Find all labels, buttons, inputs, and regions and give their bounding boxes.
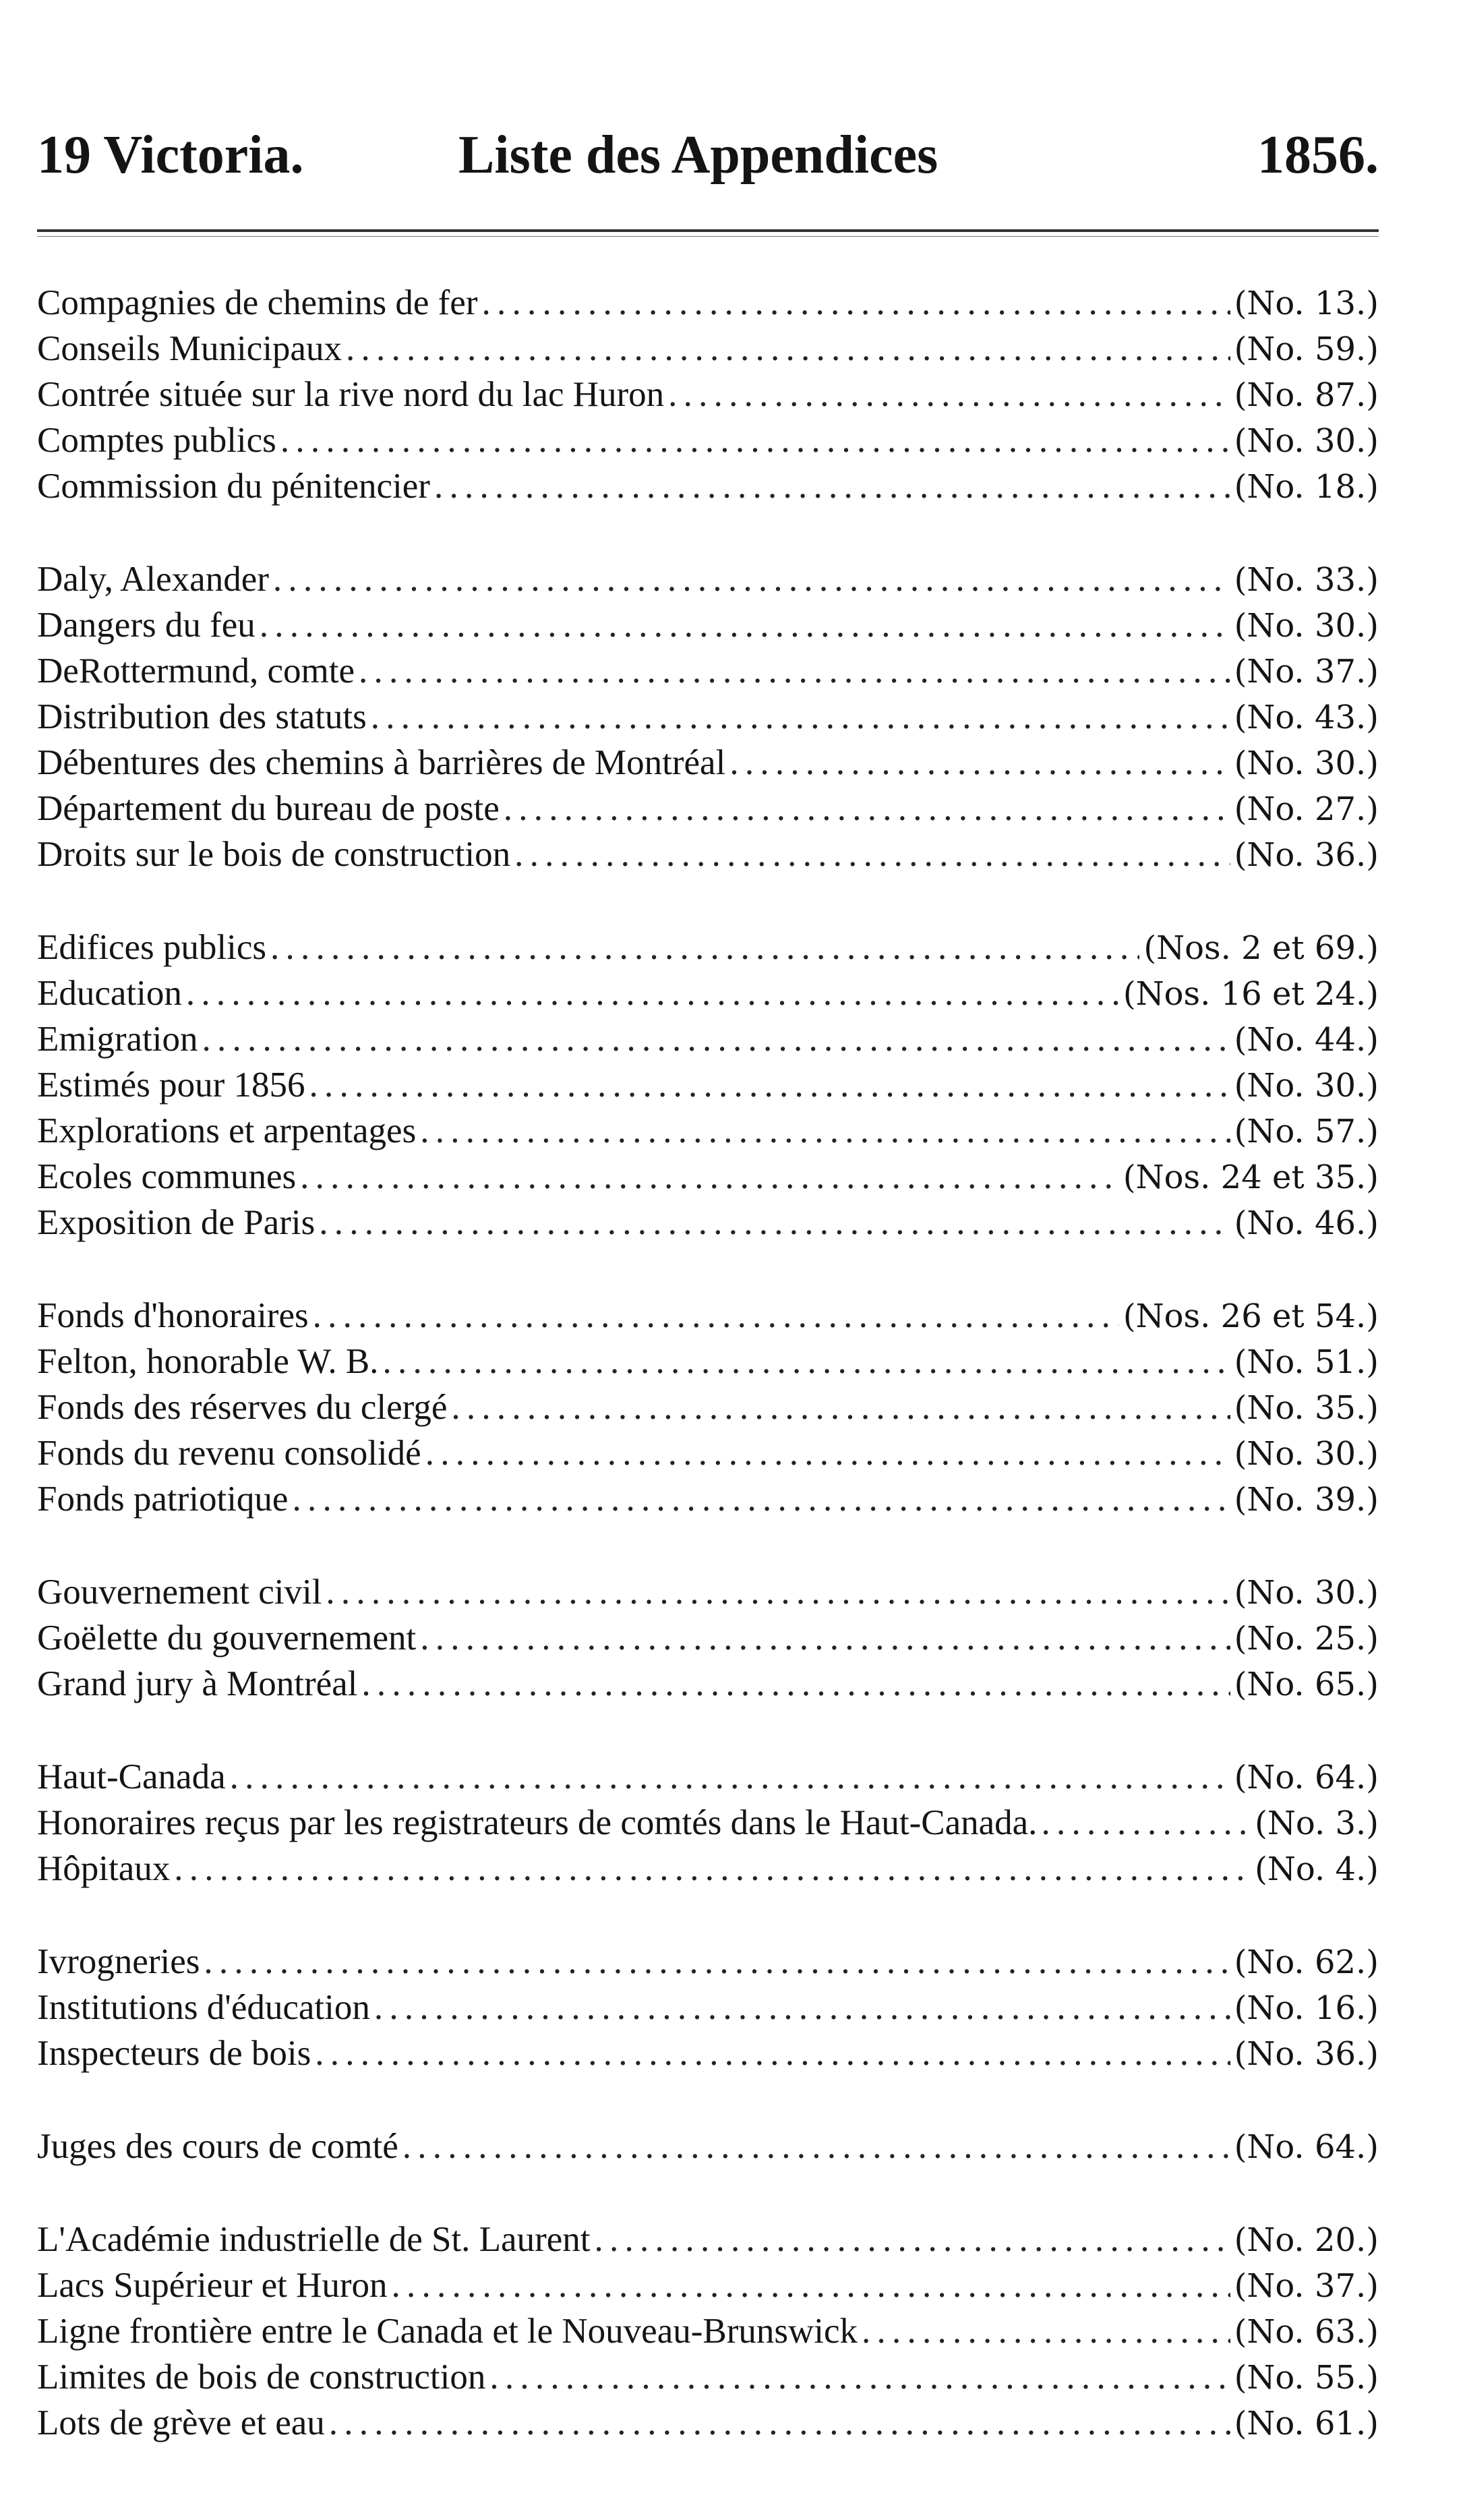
entry-label: Inspecteurs de bois: [37, 2034, 311, 2073]
index-entry: [37, 648, 1379, 694]
header-rule-thin: [37, 236, 1379, 237]
index-entry: [37, 1800, 1379, 1846]
entry-label: Comptes publics: [37, 421, 276, 460]
index-entry: [37, 463, 1379, 509]
index-entry: [37, 556, 1379, 602]
entry-reference: (No. 46.): [1234, 1204, 1379, 1242]
dot-leader: [273, 556, 1230, 602]
entry-reference: (Nos. 2 et 69.): [1143, 929, 1379, 967]
index-section: [37, 925, 1379, 1246]
entry-label: Estimés pour 1856: [37, 1065, 305, 1105]
index-entry: [37, 1985, 1379, 2030]
entry-reference: (No. 30.): [1234, 1067, 1379, 1105]
entry-reference: (No. 61.): [1234, 2405, 1379, 2442]
index-entry: [37, 831, 1379, 877]
entry-reference: (No. 36.): [1234, 836, 1379, 874]
entry-reference: (No. 62.): [1234, 1943, 1379, 1981]
dot-leader: [204, 1939, 1230, 1985]
dot-leader: [451, 1384, 1230, 1430]
entry-reference: (No. 64.): [1234, 1759, 1379, 1796]
index-entry: [37, 2354, 1379, 2400]
index-entry: [37, 1754, 1379, 1800]
entry-reference: (No. 35.): [1234, 1389, 1379, 1427]
index-entry: [37, 602, 1379, 648]
entry-reference: (Nos. 26 et 54.): [1123, 1297, 1379, 1335]
appendix-index-list: [37, 280, 1379, 2493]
header-rule: [37, 229, 1379, 232]
index-entry: [37, 2030, 1379, 2076]
dot-leader: [729, 740, 1230, 786]
dot-leader: [481, 280, 1230, 326]
index-entry: [37, 1108, 1379, 1154]
entry-reference: (No. 51.): [1234, 1343, 1379, 1381]
index-section: [37, 1754, 1379, 1892]
dot-leader: [514, 831, 1230, 877]
entry-reference: (No. 65.): [1234, 1666, 1379, 1703]
entry-label: Explorations et arpentages: [37, 1111, 417, 1150]
entry-label: Goëlette du gouvernement: [37, 1618, 417, 1658]
index-entry: [37, 740, 1379, 786]
entry-label: Honoraires reçus par les registrateurs de comtés dans le Haut-Canada.: [37, 1803, 1038, 1842]
dot-leader: [504, 786, 1230, 831]
entry-reference: (No. 43.): [1234, 699, 1379, 736]
index-entry: [37, 326, 1379, 372]
dot-leader: [280, 417, 1230, 463]
dot-leader: [371, 694, 1230, 740]
dot-leader: [420, 1108, 1230, 1154]
index-entry: [37, 1016, 1379, 1062]
entry-reference: (No. 27.): [1234, 790, 1379, 828]
index-entry: [37, 2400, 1379, 2446]
entry-label: Droits sur le bois de construction: [37, 835, 511, 874]
entry-reference: (No. 18.): [1234, 468, 1379, 506]
dot-leader: [309, 1062, 1230, 1108]
entry-label: Dangers du feu: [37, 606, 256, 645]
dot-leader: [174, 1846, 1251, 1892]
entry-reference: (No. 16.): [1234, 1989, 1379, 2027]
index-entry: [37, 280, 1379, 326]
header-regnal-year: 19 Victoria.: [37, 125, 304, 185]
index-entry: [37, 1384, 1379, 1430]
dot-leader: [315, 2030, 1230, 2076]
entry-label: Ecoles communes: [37, 1157, 297, 1196]
index-entry: [37, 1339, 1379, 1384]
entry-reference: (No. 87.): [1234, 376, 1379, 414]
index-entry: [37, 2123, 1379, 2169]
entry-reference: (No. 57.): [1234, 1113, 1379, 1150]
entry-reference: (No. 55.): [1234, 2359, 1379, 2397]
entry-reference: (No. 39.): [1234, 1481, 1379, 1519]
entry-label: Fonds patriotique: [37, 1479, 289, 1519]
entry-label: Ligne frontière entre le Canada et le Nouveau-Brunswick: [37, 2312, 858, 2351]
dot-leader: [186, 970, 1119, 1016]
index-entry: [37, 1661, 1379, 1707]
index-entry: [37, 1293, 1379, 1339]
index-entry: [37, 1476, 1379, 1522]
entry-label: Juges des cours de comté: [37, 2127, 398, 2166]
entry-reference: (No. 36.): [1234, 2035, 1379, 2073]
index-section: [37, 2123, 1379, 2169]
entry-reference: (No. 30.): [1234, 1435, 1379, 1473]
entry-reference: (No. 33.): [1234, 561, 1379, 599]
entry-reference: (No. 37.): [1234, 2267, 1379, 2305]
dot-leader: [489, 2354, 1230, 2400]
header-year: 1856.: [1257, 125, 1379, 185]
dot-leader: [326, 1569, 1230, 1615]
entry-reference: (No. 30.): [1234, 607, 1379, 645]
dot-leader: [425, 1430, 1230, 1476]
index-entry: [37, 694, 1379, 740]
index-section: [37, 1939, 1379, 2076]
index-entry: [37, 1062, 1379, 1108]
entry-label: Hôpitaux: [37, 1849, 171, 1888]
page-title: Liste des Appendices: [458, 125, 938, 185]
index-entry: [37, 1154, 1379, 1200]
entry-reference: (No. 37.): [1234, 653, 1379, 691]
index-entry: [37, 2262, 1379, 2308]
entry-label: Haut-Canada: [37, 1757, 226, 1796]
index-entry: [37, 2308, 1379, 2354]
entry-label: Grand jury à Montréal: [37, 1664, 358, 1703]
dot-leader: [359, 648, 1230, 694]
index-entry: [37, 1430, 1379, 1476]
index-entry: [37, 786, 1379, 831]
dot-leader: [434, 463, 1230, 509]
entry-label: Ivrogneries: [37, 1942, 200, 1981]
index-entry: [37, 2217, 1379, 2262]
dot-leader: [1041, 1800, 1251, 1846]
entry-label: Compagnies de chemins de fer: [37, 283, 478, 322]
entry-label: Fonds des réserves du clergé: [37, 1388, 448, 1427]
dot-leader: [260, 602, 1230, 648]
entry-reference: (No. 30.): [1234, 744, 1379, 782]
dot-leader: [292, 1476, 1230, 1522]
entry-label: Education: [37, 974, 182, 1013]
entry-label: L'Académie industrielle de St. Laurent: [37, 2220, 591, 2259]
entry-label: Institutions d'éducation: [37, 1988, 370, 2027]
dot-leader: [862, 2308, 1230, 2354]
entry-label: Commission du pénitencier: [37, 467, 430, 506]
entry-reference: (No. 13.): [1234, 285, 1379, 322]
entry-label: Lots de grève et eau: [37, 2403, 325, 2442]
entry-reference: (No. 44.): [1234, 1021, 1379, 1059]
dot-leader: [392, 2262, 1230, 2308]
entry-label: DeRottermund, comte: [37, 651, 355, 691]
entry-label: Conseils Municipaux: [37, 329, 342, 368]
entry-label: Lacs Supérieur et Huron: [37, 2266, 388, 2305]
entry-reference: (Nos. 16 et 24.): [1123, 975, 1379, 1013]
index-section: [37, 556, 1379, 877]
entry-label: Distribution des statuts: [37, 697, 367, 736]
dot-leader: [402, 2123, 1230, 2169]
entry-reference: (No. 25.): [1234, 1620, 1379, 1658]
index-entry: [37, 1200, 1379, 1246]
dot-leader: [319, 1200, 1230, 1246]
index-entry: [37, 1939, 1379, 1985]
index-section: [37, 1569, 1379, 1707]
entry-label: Contrée située sur la rive nord du lac Huron: [37, 375, 665, 414]
index-entry: [37, 417, 1379, 463]
entry-label: Exposition de Paris: [37, 1203, 316, 1242]
index-section: [37, 280, 1379, 509]
dot-leader: [668, 372, 1230, 417]
entry-label: Emigration: [37, 1020, 198, 1059]
dot-leader: [420, 1615, 1230, 1661]
dot-leader: [329, 2400, 1230, 2446]
dot-leader: [202, 1016, 1230, 1062]
entry-label: Felton, honorable W. B.: [37, 1342, 379, 1381]
dot-leader: [594, 2217, 1230, 2262]
index-entry: [37, 925, 1379, 970]
entry-label: Limites de bois de construction: [37, 2357, 486, 2397]
page-header: [37, 115, 1379, 196]
dot-leader: [346, 326, 1230, 372]
entry-label: Gouvernement civil: [37, 1573, 322, 1612]
entry-label: Département du bureau de poste: [37, 789, 500, 828]
index-entry: [37, 1846, 1379, 1892]
dot-leader: [230, 1754, 1230, 1800]
entry-reference: (Nos. 24 et 35.): [1123, 1159, 1379, 1196]
index-section: [37, 2217, 1379, 2446]
entry-reference: (No. 63.): [1234, 2313, 1379, 2351]
dot-leader: [374, 1985, 1230, 2030]
index-entry: [37, 1569, 1379, 1615]
dot-leader: [300, 1154, 1119, 1200]
entry-label: Fonds du revenu consolidé: [37, 1434, 421, 1473]
dot-leader: [361, 1661, 1230, 1707]
entry-reference: (No. 64.): [1234, 2128, 1379, 2166]
entry-label: Débentures des chemins à barrières de Montréal: [37, 743, 726, 782]
dot-leader: [270, 925, 1139, 970]
dot-leader: [313, 1293, 1119, 1339]
entry-reference: (No. 4.): [1255, 1850, 1379, 1888]
index-section: [37, 1293, 1379, 1522]
entry-reference: (No. 59.): [1234, 330, 1379, 368]
index-entry: [37, 1615, 1379, 1661]
entry-label: Fonds d'honoraires: [37, 1296, 309, 1335]
entry-label: Edifices publics: [37, 928, 266, 967]
dot-leader: [382, 1339, 1230, 1384]
entry-reference: (No. 20.): [1234, 2221, 1379, 2259]
entry-reference: (No. 30.): [1234, 1574, 1379, 1612]
entry-label: Daly, Alexander: [37, 560, 269, 599]
entry-reference: (No. 3.): [1255, 1805, 1379, 1842]
index-entry: [37, 970, 1379, 1016]
entry-reference: (No. 30.): [1234, 422, 1379, 460]
index-entry: [37, 372, 1379, 417]
